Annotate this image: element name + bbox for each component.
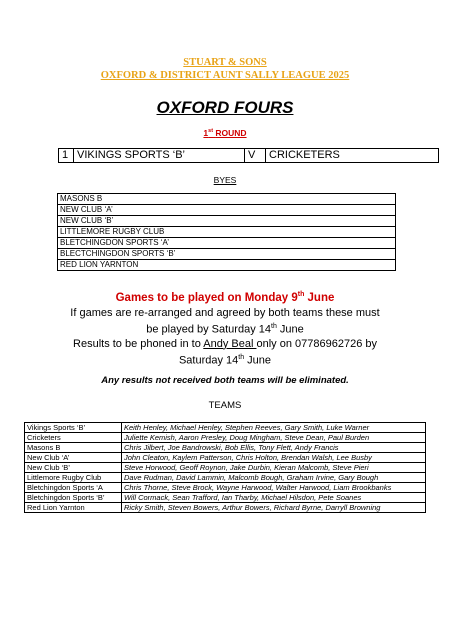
- team-name: New Club ‘A’: [25, 453, 122, 463]
- team-name: Cricketers: [25, 433, 122, 443]
- bye-team: NEW CLUB ‘A’: [58, 205, 396, 216]
- elimination-warning: Any results not received both teams will be eliminated.: [101, 375, 349, 386]
- play-date-notice: Games to be played on Monday 9th June: [115, 291, 335, 304]
- table-row: [58, 238, 396, 249]
- team-players: Chris Thorne, Steve Brock, Wayne Harwood, Walter Harwood, Liam Brookbanks: [122, 483, 426, 493]
- table-row: [58, 249, 396, 260]
- team-players: Keith Henley, Michael Henley, Stephen Reeves, Gary Smith, Luke Warner: [122, 423, 426, 433]
- team-players: Juliette Kemish, Aaron Presley, Doug Mingham, Steve Dean, Paul Burden: [122, 433, 426, 443]
- fixture-home-team: VIKINGS SPORTS ‘B’: [74, 149, 245, 162]
- table-row: [25, 463, 426, 473]
- table-row: [25, 503, 426, 513]
- team-players: Will Cormack, Sean Trafford, Ian Tharby, Michael Hilsdon, Pete Soanes: [122, 493, 426, 503]
- fixture-row: [58, 148, 439, 163]
- team-name: Vikings Sports ‘B’: [25, 423, 122, 433]
- round-label: 1st ROUND: [203, 128, 247, 138]
- bye-team: BLECTCHINGDON SPORTS ‘B’: [58, 249, 396, 260]
- league-heading: OXFORD & DISTRICT AUNT SALLY LEAGUE 2025: [100, 70, 350, 81]
- team-name: Littlemore Rugby Club: [25, 473, 122, 483]
- bye-team: LITTLEMORE RUGBY CLUB: [58, 227, 396, 238]
- table-row: [25, 423, 426, 433]
- table-row: [25, 433, 426, 443]
- team-players: Ricky Smith, Steven Bowers, Arthur Bowers, Richard Byrne, Darryll Browning: [122, 503, 426, 513]
- team-name: Masons B: [25, 443, 122, 453]
- table-row: [25, 443, 426, 453]
- teams-heading: TEAMS: [208, 400, 242, 411]
- team-players: Steve Horwood, Geoff Roynon, Jake Durbin, Kieran Malcomb, Steve Pieri: [122, 463, 426, 473]
- bye-team: RED LION YARNTON: [58, 260, 396, 271]
- table-row: [58, 260, 396, 271]
- table-row: [25, 453, 426, 463]
- fixture-versus: V: [245, 149, 266, 162]
- rearrange-line-1: If games are re-arranged and agreed by both teams these must: [70, 307, 380, 319]
- fixture-number: 1: [59, 149, 74, 162]
- fixture-away-team: CRICKETERS: [269, 149, 340, 161]
- bye-team: NEW CLUB ‘B’: [58, 216, 396, 227]
- page-title: OXFORD FOURS: [156, 98, 294, 117]
- table-row: [25, 473, 426, 483]
- teams-table: [24, 422, 426, 513]
- bye-team: MASONS B: [58, 194, 396, 205]
- bye-team: BLETCHINGDON SPORTS ‘A’: [58, 238, 396, 249]
- team-players: John Cleaton, Kaylem Patterson, Chris Holton, Brendan Walsh, Lee Busby: [122, 453, 426, 463]
- contact-name: Andy Beal: [203, 337, 257, 350]
- results-line-1: Results to be phoned in to Andy Beal only on 07786962726 by: [73, 337, 377, 350]
- table-row: [58, 227, 396, 238]
- table-row: [58, 205, 396, 216]
- results-line-2: Saturday 14th June: [178, 353, 272, 367]
- team-name: New Club ‘B’: [25, 463, 122, 473]
- team-players: Dave Rudman, David Lammin, Malcomb Bough, Graham Irvine, Gary Bough: [122, 473, 426, 483]
- rearrange-notice: [0, 306, 450, 367]
- sponsor-heading: STUART & SONS: [183, 57, 267, 68]
- byes-heading: BYES: [213, 175, 237, 185]
- table-row: [25, 493, 426, 503]
- team-name: Red Lion Yarnton: [25, 503, 122, 513]
- team-name: Bletchingdon Sports ‘B’: [25, 493, 122, 503]
- byes-table: [57, 193, 396, 271]
- team-name: Bletchingdon Sports ‘A: [25, 483, 122, 493]
- rearrange-line-2: be played by Saturday 14th June: [146, 323, 304, 336]
- table-row: [58, 194, 396, 205]
- table-row: [58, 216, 396, 227]
- team-players: Chris Jilbert, Joe Bandrowski, Bob Ellis, Tony Flett, Andy Francis: [122, 443, 426, 453]
- table-row: [25, 483, 426, 493]
